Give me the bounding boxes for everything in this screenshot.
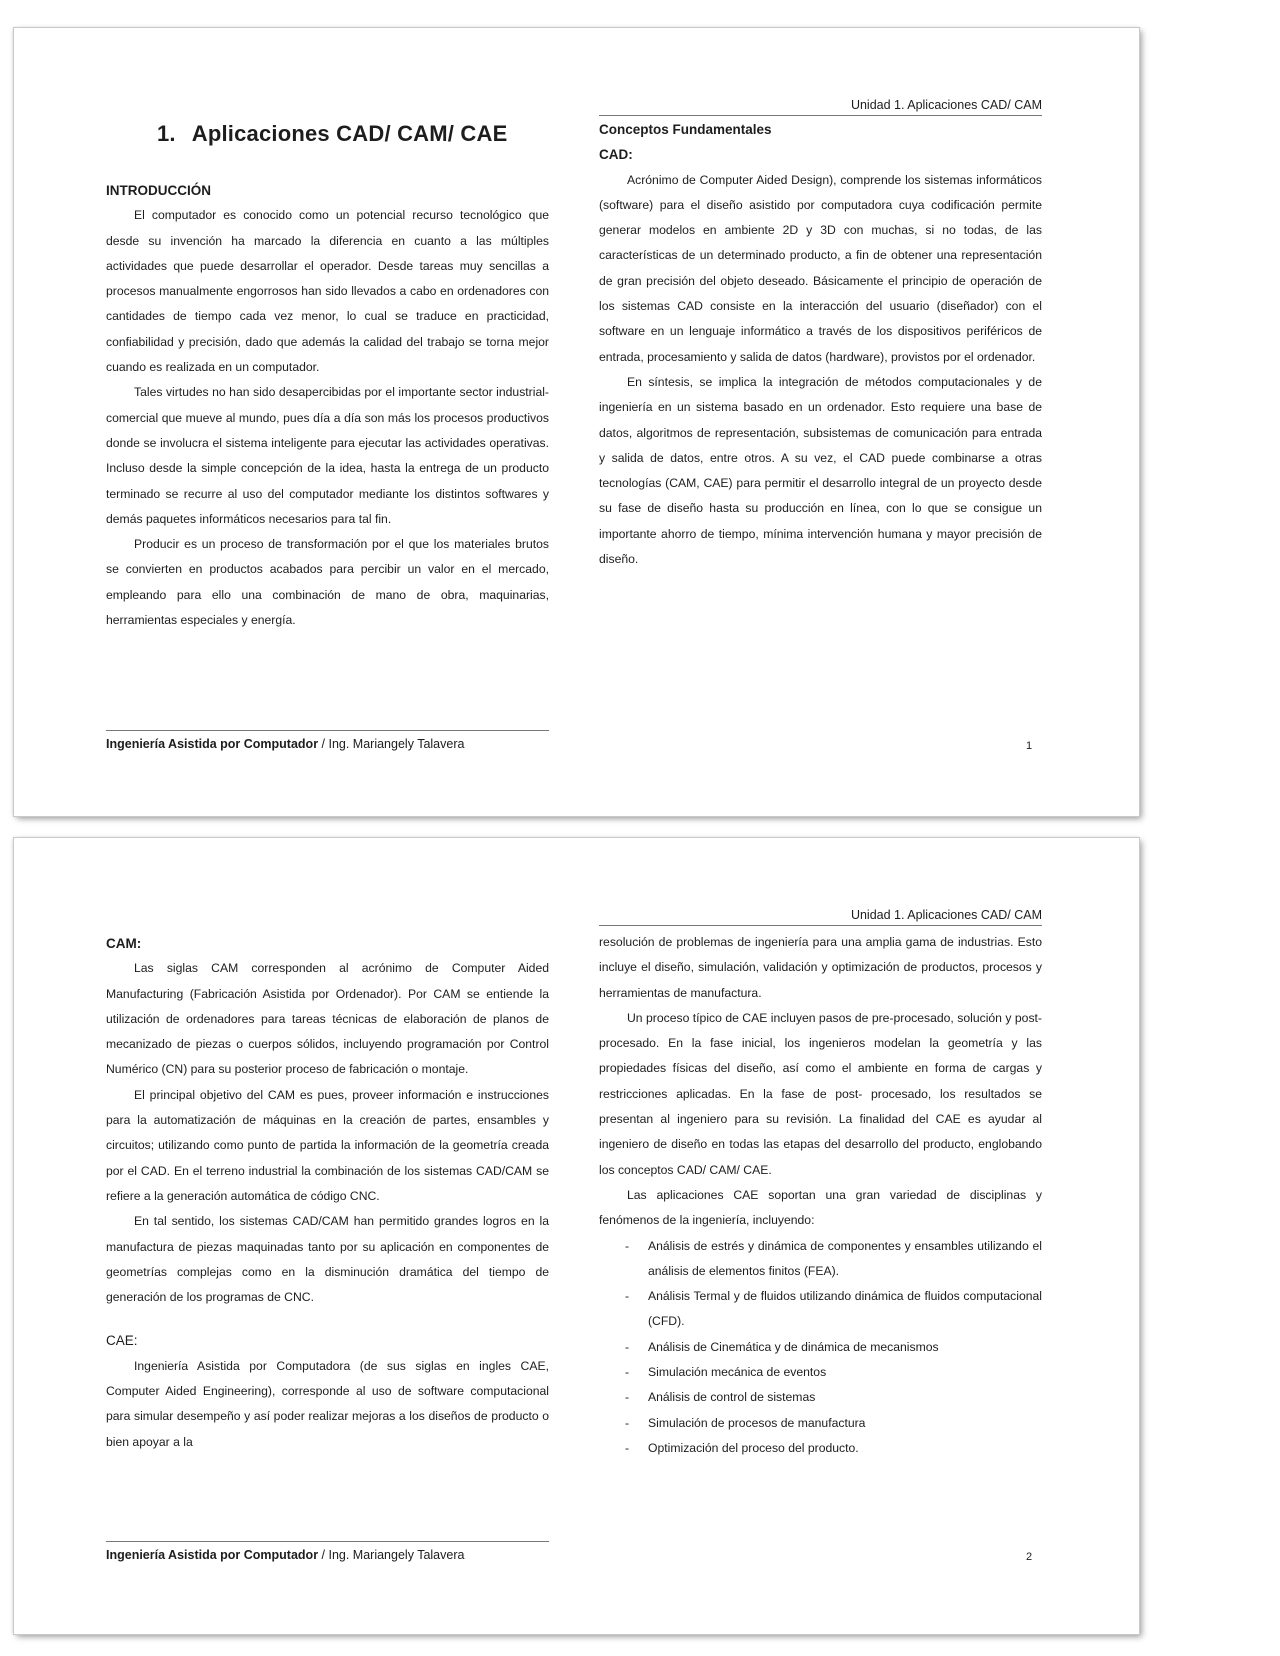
list-item: - Análisis Termal y de fluidos utilizando dinámica de fluidos computacional (CFD). [599, 1284, 1042, 1335]
list-item: - Análisis de control de sistemas [599, 1385, 1042, 1410]
paragraph: En síntesis, se implica la integración de métodos computacionales y de ingeniería en un sistema basado en un ordenador. Esto requiere una base de datos, algoritmos de representación, subsistemas de comunicación para entrada y salida de datos, entre otros. A su vez, el CAD puede combinarse a otras tecnologías (CAM, CAE) para permitir el desarrollo integral de un proyecto desde su fase de diseño hasta su producción en línea, con lo que se consigue un importante ahorro de tiempo, mínima intervención humana y mayor precisión de diseño. [599, 374, 1042, 567]
footer-course: Ingeniería Asistida por Computador [106, 1548, 319, 1562]
page-number: 2 [1026, 1551, 1033, 1563]
paragraph: En tal sentido, los sistemas CAD/CAM han permitido grandes logros en la manufactura de piezas maquinadas tanto por su aplicación en componentes de geometrías complejas como en la disminución dramática del tiempo de generación de los programas de CNC. [106, 1214, 549, 1305]
paragraph: Las siglas CAM corresponden al acrónimo de Computer Aided Manufacturing (Fabricación Asistida por Ordenador). Por CAM se entiende la utilización de ordenadores para tareas técnicas de elaboración de planos de mecanizado de piezas o cuerpos sólidos, incluyendo programación por Control Numérico (CN) para su posterior proceso de fabricación o montaje. [106, 961, 549, 1077]
page-number: 1 [1026, 740, 1033, 752]
footer-course: Ingeniería Asistida por Computador [106, 737, 319, 751]
list-item: - Simulación mecánica de eventos [599, 1360, 1042, 1385]
concepts-heading: Conceptos Fundamentales [599, 122, 772, 137]
running-header: Unidad 1. Aplicaciones CAD/ CAM [599, 98, 1042, 116]
footer-author: / Ing. Mariangely Talavera [318, 1548, 465, 1562]
paragraph: Ingeniería Asistida por Computadora (de sus siglas en ingles CAE, Computer Aided Engineering), corresponde al uso de software computacional para simular desempeño y así poder realizar mejoras a los diseños de producto o bien apoyar a la [106, 1358, 549, 1449]
right-column [599, 930, 1042, 1461]
bullet-marker: - [625, 1390, 630, 1405]
intro-heading: INTRODUCCIÓN [106, 183, 211, 198]
bullet-marker: - [625, 1415, 630, 1430]
right-column [599, 117, 1042, 572]
list-item: - Análisis de Cinemática y de dinámica de mecanismos [599, 1335, 1042, 1360]
running-header: Unidad 1. Aplicaciones CAD/ CAM [599, 908, 1042, 926]
footer-author: / Ing. Mariangely Talavera [318, 737, 465, 751]
left-column [106, 178, 549, 633]
chapter-number: 1. [157, 121, 176, 146]
bullet-marker: - [625, 1238, 630, 1253]
paragraph: resolución de problemas de ingeniería para una amplia gama de industrias. Esto incluye el diseño, simulación, validación y optimización de productos, procesos y herramientas de manufactura. [599, 935, 1042, 1000]
bullet-list [599, 1234, 1042, 1462]
paragraph: El computador es conocido como un potencial recurso tecnológico que desde su invención ha marcado la diferencia en cuanto a las múltiples actividades que puede desarrollar el operador. Desde tareas muy sencillas a procesos manualmente engorrosos han sido llevados a cabo en ordenadores con cantidades de tiempo cada vez menor, lo cual se traduce en practicidad, confiabilidad y precisión, dado que además la calidad del trabajo se torna mejor cuando es realizada en un computador. [106, 208, 549, 375]
paragraph: El principal objetivo del CAM es pues, proveer información e instrucciones para la automatización de máquinas en la creación de partes, ensambles y circuitos; utilizando como punto de partida la información de la geometría creada por el CAD. En el terreno industrial la combinación de los sistemas CAD/CAM se refiere a la generación automática de código CNC. [106, 1087, 549, 1203]
bullet-marker: - [625, 1289, 630, 1304]
paragraph: Producir es un proceso de transformación por el que los materiales brutos se convierten en productos acabados para percibir un valor en el mercado, empleando para ello una combinación de mano de obra, maquinarias, herramientas especiales y energía. [106, 537, 549, 628]
bullet-marker: - [625, 1339, 630, 1354]
left-column [106, 931, 549, 1455]
list-item: - Optimización del proceso del producto. [599, 1436, 1042, 1461]
list-item: - Simulación de procesos de manufactura [599, 1411, 1042, 1436]
cae-heading: CAE: [106, 1333, 138, 1349]
document-page-1 [14, 28, 1139, 816]
paragraph: Tales virtudes no han sido desapercibidas por el importante sector industrial- comercial que mueve al mundo, pues día a día son más los procesos productivos donde se involucra el sistema inteligente para ejecutar las actividades operativas. Incluso desde la simple concepción de la idea, hasta la entrega de un producto terminado se recurre al uso del computador mediante los distintos softwares y demás paquetes informáticos necesarios para tal fin. [106, 385, 549, 526]
list-item: - Análisis de estrés y dinámica de componentes y ensambles utilizando el análisis de elementos finitos (FEA). [599, 1234, 1042, 1285]
cam-heading: CAM: [106, 936, 142, 951]
paragraph: Acrónimo de Computer Aided Design), comprende los sistemas informáticos (software) para el diseño asistido por computadora cuya codificación permite generar modelos en ambiente 2D y 3D con muchas, si no todas, de las características de un determinado producto, a fin de obtener una representación de gran precisión del objeto deseado. Básicamente el principio de operación de los sistemas CAD consiste en la interacción del usuario (diseñador) con el software en un lenguaje informático a través de los dispositivos periféricos de entrada, procesamiento y salida de datos (hardware), provistos por el ordenador. [599, 172, 1042, 364]
chapter-title [157, 121, 507, 147]
page-footer [106, 1541, 549, 1562]
bullet-marker: - [625, 1365, 630, 1380]
page-footer [106, 730, 549, 751]
document-page-2 [14, 838, 1139, 1634]
chapter-title-text: Aplicaciones CAD/ CAM/ CAE [191, 121, 508, 146]
paragraph: Las aplicaciones CAE soportan una gran variedad de disciplinas y fenómenos de la ingeniería, incluyendo: [599, 1187, 1042, 1228]
bullet-marker: - [625, 1440, 630, 1455]
cad-heading: CAD: [599, 147, 633, 163]
paragraph: Un proceso típico de CAE incluyen pasos de pre-procesado, solución y post- procesado. En la fase inicial, los ingenieros modelan la geometría y las propiedades físicas del diseño, así como el ambiente en forma de cargas y restricciones aplicadas. En la fase de post- procesado, los resultados se presentan al ingeniero para su revisión. La finalidad del CAE es ayudar al ingeniero de diseño en todas las etapas del desarrollo del producto, englobando los conceptos CAD/ CAM/ CAE. [599, 1010, 1042, 1177]
